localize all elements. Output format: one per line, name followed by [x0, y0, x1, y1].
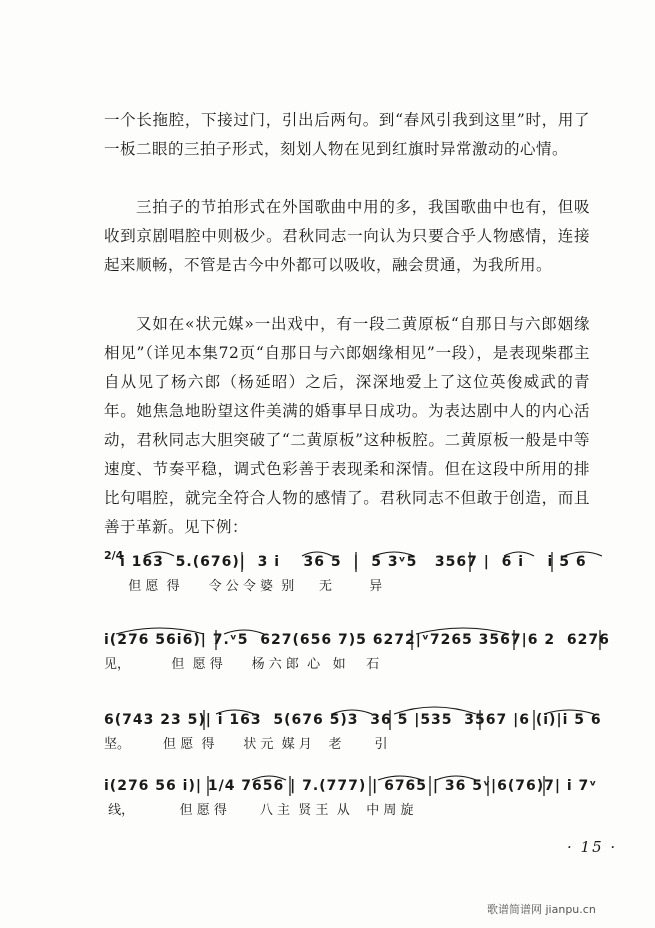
- score-lyrics-2: 见， 但 愿 得 杨 六 郎 心 如 石: [104, 657, 380, 672]
- paragraph-2: 三拍子的节拍形式在外国歌曲中用的多，我国歌曲中也有，但吸收到京剧唱腔中则极少。君秋同志一向认为只要合乎人物感情，连接起来顺畅，不管是古今中外都可以吸收，融会贯通，为我所用。: [104, 198, 590, 274]
- score-notes-3: 6(743 23 5)| i 163 5(676 5)3 36 5 |535 3567 |6 (i)|i 5 6: [104, 712, 602, 728]
- score-lyrics-3: 坚。 但 愿 得 状 元 媒 月 老 引: [104, 737, 388, 752]
- score-lyrics-4: 线， 但 愿 得 八 主 贤 王 从 中 周 旋: [104, 803, 414, 818]
- time-signature: 2/4: [104, 549, 124, 562]
- paragraph-3: 又如在«状元媒»一出戏中，有一段二黄原板“自那日与六郎姻缘相见”（详见本集72页“自那日与六郎姻缘相见”一段），是表现柴郡主自从见了杨六郎（杨延昭）之后，深深地爱上了这位英俊威武的青年。她焦急地盼望这件美满的婚事早日成功。为表达剧中人的内心活动，君秋同志大胆突破了“二黄原板”这种板腔。二黄原板一般是中等速度、节奏平稳，调式色彩善于表现柔和深情。但在这段中所用的排比句唱腔，就完全符合人物的感情了。君秋同志不但敢于创造，而且善于革新。见下例：: [104, 315, 590, 536]
- score-notes-1: i 163 5.(676)| 3 i 36 5 | 5 3ᵛ5 3567 | 6 i i 5 6: [120, 554, 587, 570]
- paragraph-1: 一个长拖腔，下接过门，引出后两句。到“春风引我到这里”时，用了一板二眼的三拍子形式，刻划人物在见到红旗时异常激动的心情。: [104, 111, 590, 158]
- watermark: 歌谱简谱网 jianpu.cn: [487, 903, 596, 916]
- score-lyrics-1: 但 愿 得 令 公 令 婆 别 无 异: [120, 579, 383, 594]
- score-notes-2: i(276 56i6)| 7.ᵛ5 627(656 7)5 6272|ᵛ7265 3567|6 2 6276: [104, 632, 610, 648]
- score-notes-4: i(276 56 i)| 1/4 7656 | 7.(777) | 6765 | 36 5ᵛ|6(76)7| i 7ᵛ: [104, 778, 598, 794]
- page-number: · 15 ·: [567, 838, 618, 856]
